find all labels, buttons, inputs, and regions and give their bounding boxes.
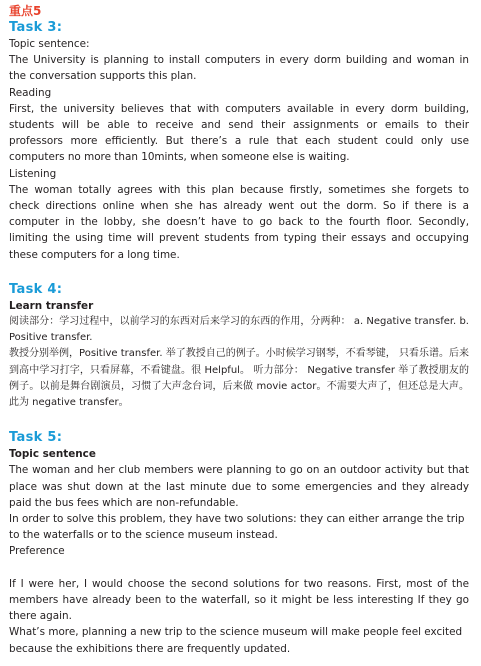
task4-section	[9, 281, 469, 411]
task5-preference-text: If I were her, I would choose the second solutions for two reasons. First, most of the members have already been to the waterfall, so it might be less interesting If they go there again.	[9, 577, 469, 623]
task3-topic-text: The University is planning to install computers in every dorm building and woman in the conversation supports this plan.	[9, 54, 469, 83]
task5-solutions-text: In order to solve this problem, they have two solutions: they can either arrange the trip to the waterfalls or to the science museum instead.	[9, 513, 465, 542]
task4-learn-label: Learn transfer	[9, 299, 94, 312]
task4-reading-text: 阅读部分：学习过程中，以前学习的东西对后来学习的东西的作用，分两种： a. Negative transfer. b. Positive transfer.	[9, 316, 469, 344]
task5-more-text: What’s more, planning a new trip to the science museum will make people feel excited because the exhibitions there are frequently updated.	[9, 626, 463, 655]
task4-title: Task 4:	[9, 281, 63, 297]
task5-section	[9, 429, 469, 656]
task4-example-text: 教授分别举例，Positive transfer. 举了教授自己的例子。小时候学习钢琴，不看琴键， 只看乐谱。后来到高中学习打字，只看屏幕，不看键盘。很 Helpful。 听力部分： Negative transfer 举了教授朋友的例子。以前是舞台剧演员，习惯了大声念台词，后来做 movie actor。不需要大声了，但还总是大声。此为 negative transfer。	[9, 348, 469, 409]
task3-topic-label: Topic sentence:	[9, 38, 90, 50]
task5-topic-text: The woman and her club members were planning to go on an outdoor activity but that place was shut down at the last minute due to some emergencies and they already paid the bus fees which are non-refundable.	[9, 464, 469, 509]
task5-topic-label: Topic sentence	[9, 448, 96, 461]
task3-reading-text: First, the university believes that with computers available in every dorm building, students will be able to receive and send their assignments or emails to their professors more efficiently. But there’s a rule that each student could only use computers no more than 10mints, when someone else is waiting.	[9, 102, 469, 164]
task3-title: Task 3:	[9, 20, 63, 35]
task5-preference-label: Preference	[9, 545, 65, 558]
task3-listening-text: The woman totally agrees with this plan because firstly, sometimes she forgets to check directions online when she has already went out the dorm. So if there is a computer in the lobby, she doesn’t have to go back to the fourth floor. Secondly, limiting the using time will prevent students from typing their essays and occupying these computers for a long time.	[9, 183, 469, 261]
task3-section	[9, 19, 469, 263]
document-page	[9, 4, 469, 657]
section-heading: 重点5	[9, 4, 42, 18]
task5-title: Task 5:	[9, 430, 63, 446]
task3-listening-label: Listening	[9, 167, 57, 180]
task3-reading-label: Reading	[9, 86, 52, 99]
